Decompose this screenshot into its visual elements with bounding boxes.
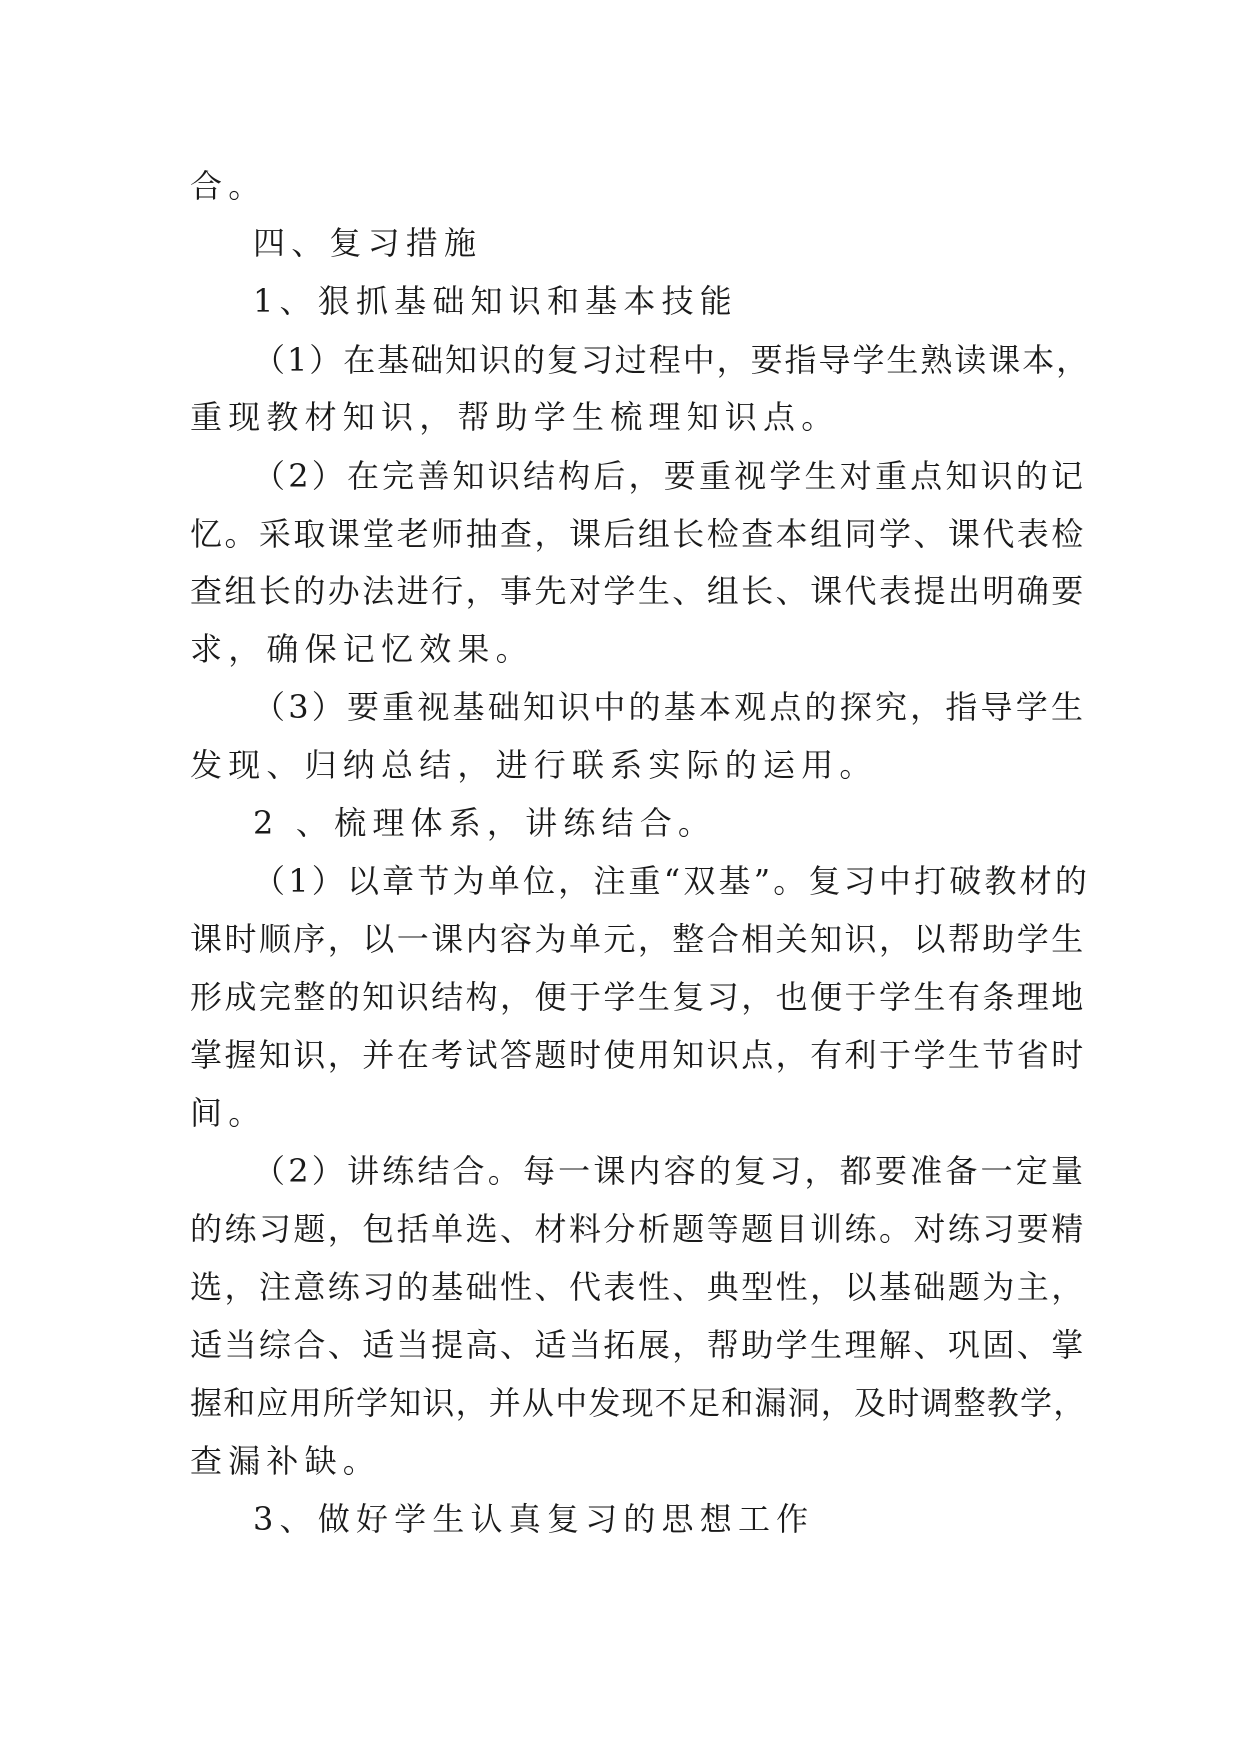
subsection-heading: 3、做好学生认真复习的思想工作 [253, 1500, 815, 1538]
text-line: 求，确保记忆效果。 [190, 630, 534, 668]
text-line: 忆。采取课堂老师抽查，课后组长检查本组同学、课代表检 [190, 515, 1086, 553]
text-line: 查漏补缺。 [190, 1442, 382, 1480]
text-line: 选，注意练习的基础性、代表性、典型性，以基础题为主， [190, 1268, 1086, 1306]
text-line: 发现、归纳总结，进行联系实际的运用。 [190, 746, 878, 784]
text-line: 课时顺序，以一课内容为单元，整合相关知识，以帮助学生 [190, 920, 1086, 958]
text-line: 的练习题，包括单选、材料分析题等题目训练。对练习要精 [190, 1210, 1086, 1248]
text-line: 重现教材知识，帮助学生梳理知识点。 [190, 398, 840, 436]
text-line: （2）讲练结合。每一课内容的复习，都要准备一定量 [253, 1152, 1087, 1190]
text-line: （1）在基础知识的复习过程中，要指导学生熟读课本， [253, 341, 1091, 379]
text-line: 间。 [190, 1094, 267, 1132]
text-line: （2）在完善知识结构后，要重视学生对重点知识的记 [253, 457, 1087, 495]
text-line: 掌握知识，并在考试答题时使用知识点，有利于学生节省时 [190, 1036, 1086, 1074]
text-line: 查组长的办法进行，事先对学生、组长、课代表提出明确要 [190, 572, 1086, 610]
text-line: （1）以章节为单位，注重“双基”。复习中打破教材的 [253, 862, 1091, 900]
text-line: 形成完整的知识结构，便于学生复习，也便于学生有条理地 [190, 978, 1086, 1016]
section-heading: 四、复习措施 [253, 224, 483, 262]
text-line: 握和应用所学知识，并从中发现不足和漏洞，及时调整教学， [190, 1384, 1087, 1422]
text-line: （3）要重视基础知识中的基本观点的探究，指导学生 [253, 688, 1087, 726]
text-line: 适当综合、适当提高、适当拓展，帮助学生理解、巩固、掌 [190, 1326, 1086, 1364]
subsection-heading: 2 、梳理体系，讲练结合。 [253, 804, 717, 842]
text-line: 合。 [190, 167, 267, 205]
subsection-heading: 1、狠抓基础知识和基本技能 [253, 282, 738, 320]
